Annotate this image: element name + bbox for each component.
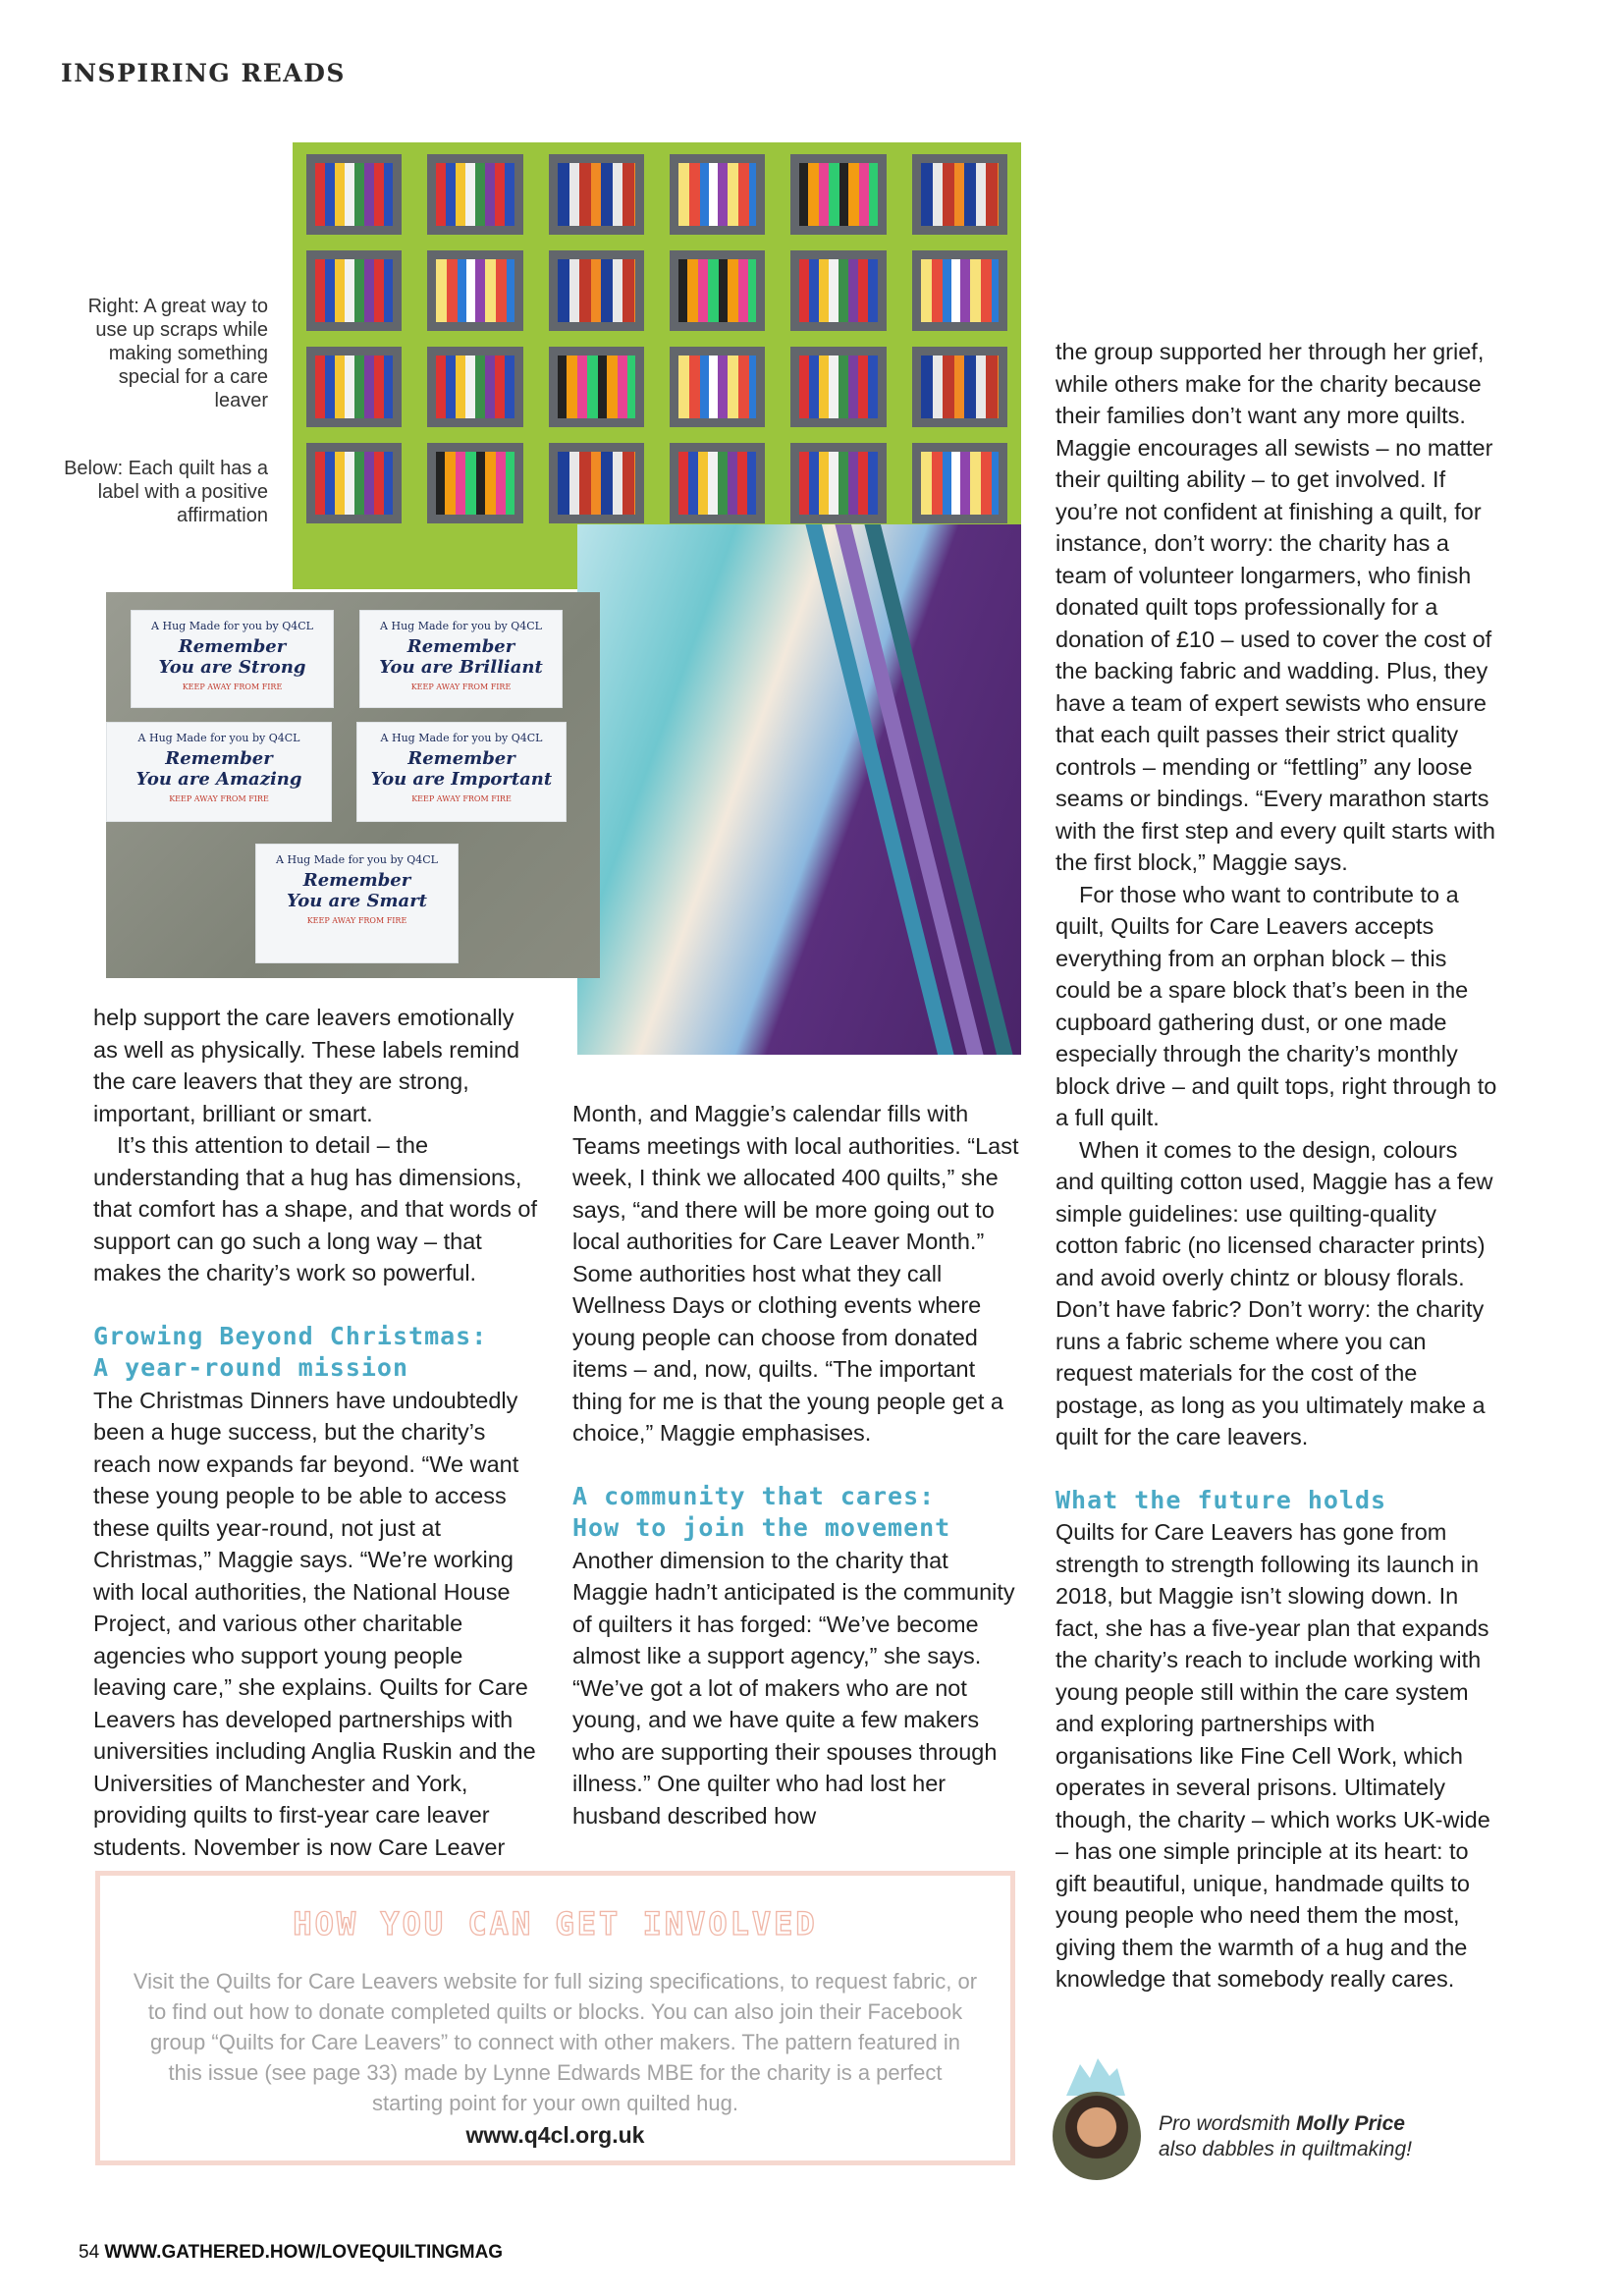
label-maker: A Hug Made for you by Q4CL: [380, 620, 542, 632]
label-care: KEEP AWAY FROM FIRE: [306, 916, 407, 925]
label-care: KEEP AWAY FROM FIRE: [411, 794, 512, 803]
col2-paragraph: Another dimension to the charity that Maggie hadn’t anticipated is the community of quilters it has forged: “We’ve become almost like a support agency,” she says. “We’ve got a lot of makers who are not young, and we have quite a few makers who are supporting their spouses through illness.” One quilter who had lost her husband described how: [572, 1547, 1015, 1829]
quilt-label: [131, 610, 334, 708]
quilt-label: [106, 722, 332, 822]
label-line1: Remember: [406, 636, 515, 657]
caption-below: Below: Each quilt has a label with a positive affirmation: [64, 458, 268, 526]
page-footer: [79, 2242, 503, 2264]
col1-heading-line1: Growing Beyond Christmas:: [93, 1321, 488, 1350]
author-suffix: also dabbles in quiltmaking!: [1159, 2138, 1412, 2160]
author-credit: [1159, 2111, 1453, 2162]
col2-heading-line2: How to join the movement: [572, 1513, 951, 1542]
author-prefix: Pro wordsmith: [1159, 2112, 1297, 2135]
column-1: [93, 1002, 540, 1863]
author-avatar: [1053, 2092, 1141, 2180]
label-care: KEEP AWAY FROM FIRE: [169, 794, 269, 803]
label-line2: You are Amazing: [135, 769, 302, 790]
label-maker: A Hug Made for you by Q4CL: [137, 732, 300, 744]
col3-paragraph: Quilts for Care Leavers has gone from strength to strength following its launch in 2018, but Maggie isn’t slowing down. In fact, she has a five-year plan that expands the charity’s reach to include working with young people still within the care system and exploring partnerships with organisations like Fine Cell Work, which operates in several prisons. Ultimately though, the charity – which works UK-wide – has one simple principle at its heart: to gift beautiful, unique, handmade quilts to young people who need them the most, giving them the warmth of a hug and the knowledge that somebody really cares.: [1055, 1519, 1490, 1992]
author-name: Molly Price: [1296, 2112, 1405, 2135]
col1-paragraph: It’s this attention to detail – the understanding that a hug has dimensions, that comfort has a shape, and that words of support can go such a long way – that makes the charity’s work so powerful.: [93, 1132, 537, 1285]
col3-paragraph: When it comes to the design, colours and quilting cotton used, Maggie has a few simple guidelines: use quilting-quality cotton fabric (no licensed character prints) and avoid overly chintz or blousy florals. Don’t have fabric? Don’t worry: the charity runs a fabric scheme where you can request materials for the cost of the postage, as long as you ultimately make a quilt for the care leavers.: [1055, 1136, 1493, 1449]
quilt-label: [359, 610, 563, 708]
col1-heading-line2: A year-round mission: [93, 1353, 409, 1382]
quilt-label: [356, 722, 567, 822]
box-text: Visit the Quilts for Care Leavers website for full sizing specifications, to request fabric, or to find out how to donate completed quilts or blocks. You can also join their Facebook group “Quilts for Care Leavers” to connect with other makers. The pattern featured in this issue (see page 33) made by Lynne Edwards MBE for the charity is a perfect starting point for your own quilted hug.: [133, 1969, 978, 2115]
label-line2: You are Smart: [286, 891, 427, 911]
column-2: [572, 1098, 1019, 1831]
col1-paragraph: help support the care leavers emotionally as well as physically. These labels remind the care leavers that they are strong, important, brilliant or smart.: [93, 1005, 520, 1126]
box-title: HOW YOU CAN GET INVOLVED: [293, 1905, 818, 1942]
label-line1: Remember: [407, 748, 515, 769]
label-maker: A Hug Made for you by Q4CL: [276, 853, 438, 866]
quilt-closeup-photo: [577, 524, 1021, 1055]
label-care: KEEP AWAY FROM FIRE: [410, 683, 512, 691]
caption-right: Right: A great way to use up scraps while making something special for a care leaver: [87, 296, 268, 411]
label-care: KEEP AWAY FROM FIRE: [182, 683, 283, 691]
column-3: [1055, 336, 1502, 1995]
col3-paragraph: For those who want to contribute to a quilt, Quilts for Care Leavers accepts everything from an orphan block – this could be a spare block that’s been in the cupboard gathering dust, or one made especially through the charity’s monthly block drive – and quilt tops, right through to a full quilt.: [1055, 881, 1497, 1130]
footer-website[interactable]: WWW.GATHERED.HOW/LOVEQUILTINGMAG: [104, 2242, 504, 2263]
label-maker: A Hug Made for you by Q4CL: [151, 620, 313, 632]
label-maker: A Hug Made for you by Q4CL: [380, 732, 543, 744]
page-number: 54: [79, 2242, 100, 2263]
label-line2: You are Important: [370, 769, 553, 790]
label-line1: Remember: [178, 636, 287, 657]
col2-paragraph: Month, and Maggie’s calendar fills with Teams meetings with local authorities. “Last week, I think we allocated 400 quilts,” she says, “and there will be more going out to local authorities for Care Leaver Month.” Some authorities host what they call Wellness Days or clothing events where young people can choose from donated items – and, now, quilts. “The important thing for me is that the young people get a choice,” Maggie emphasises.: [572, 1101, 1019, 1446]
get-involved-box: [95, 1871, 1015, 2165]
label-line1: Remember: [165, 748, 273, 769]
website-link[interactable]: www.q4cl.org.uk: [465, 2122, 645, 2148]
col2-heading-line1: A community that cares:: [572, 1481, 936, 1510]
scrap-quilt-photo: [293, 142, 1021, 589]
col3-paragraph: the group supported her through her grief, while others make for the charity because their families don’t want any more quilts. Maggie encourages all sewists – no matter their quilting ability – to get involved. If you’re not confident at finishing a quilt, for instance, don’t worry: the charity has a team of volunteer longarmers, who finish donated quilt tops professionally for a donation of £10 – used to cover the cost of the backing fabric and wadding. Plus, they have a team of expert sewists who ensure that each quilt passes their strict quality controls – mending or “fettling” any loose seams or bindings. “Every marathon starts with the first step and every quilt starts with the first block,” Maggie says.: [1055, 339, 1495, 875]
label-line2: You are Strong: [158, 657, 306, 678]
col3-heading: What the future holds: [1055, 1485, 1387, 1514]
section-label: INSPIRING READS: [61, 59, 346, 87]
mountain-icon: [1066, 2056, 1125, 2096]
quilt-labels-photo: [106, 592, 600, 978]
col1-paragraph: The Christmas Dinners have undoubtedly been a huge success, but the charity’s reach now expands far beyond. “We want these young people to be able to access these quilts year-round, not just at Christmas,” Maggie says. “We’re working with local authorities, the National House Project, and various other charitable agencies who support young people leaving care,” she explains. Quilts for Care Leavers has developed partnerships with universities including Anglia Ruskin and the Universities of Manchester and York, providing quilts to first-year care leaver students. November is now Care Leaver: [93, 1387, 536, 1860]
quilt-label: [255, 844, 459, 963]
label-line2: You are Brilliant: [379, 657, 543, 678]
label-line1: Remember: [302, 870, 411, 891]
